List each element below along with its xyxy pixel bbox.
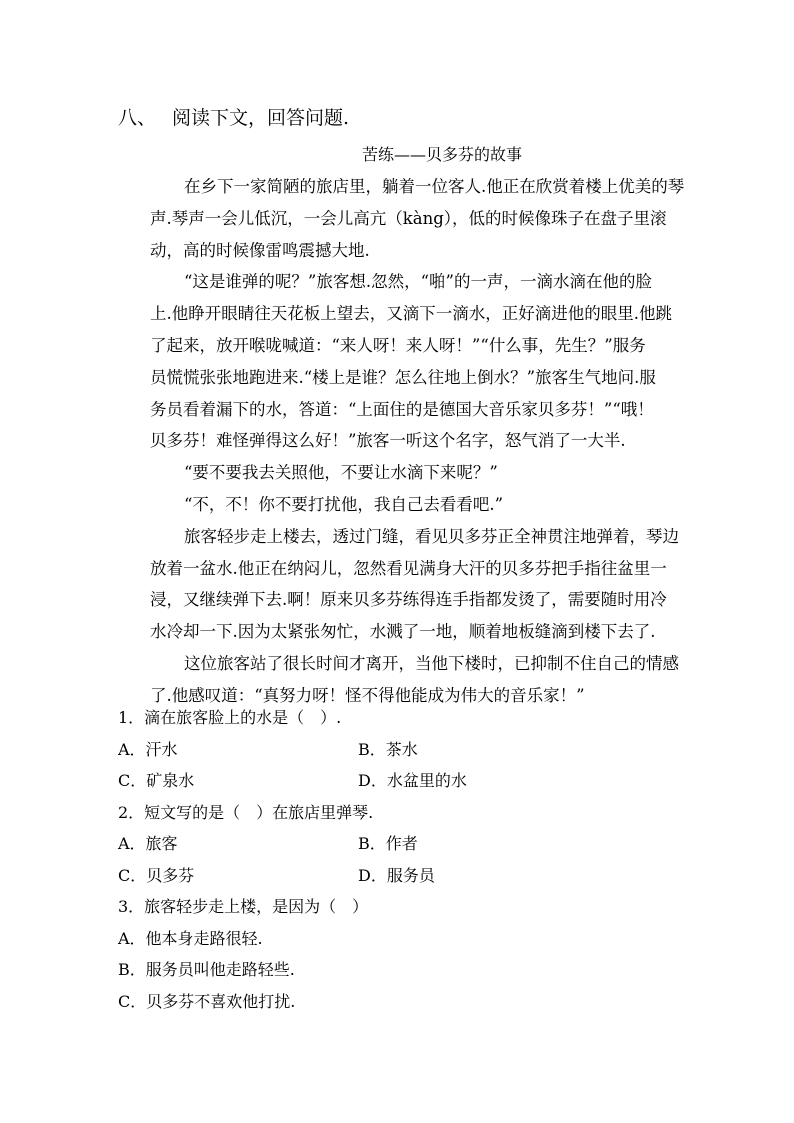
question-stem: 1．滴在旅客脸上的水是（ ）. xyxy=(118,708,342,727)
section-heading xyxy=(118,104,349,132)
passage-line: 务员看着漏下的水，答道：“上面住的是德国大音乐家贝多芬！”“哦！ xyxy=(150,399,654,419)
option-row xyxy=(118,828,718,860)
answer-option[interactable]: B．作者 xyxy=(358,834,418,853)
section-instruction: 阅读下文，回答问题. xyxy=(172,107,350,129)
answer-option[interactable]: D．水盆里的水 xyxy=(358,771,467,790)
question-list xyxy=(118,702,718,1017)
passage-line: “这是谁弹的呢？”旅客想.忽然，“啪”的一声，一滴水滴在他的脸 xyxy=(184,272,652,292)
answer-option[interactable]: B．茶水 xyxy=(358,739,418,759)
passage-line: 旅客轻步走上楼去，透过门缝，看见贝多芬正全神贯注地弹着，琴边 xyxy=(184,526,679,546)
passage-line: 动，高的时候像雷鸣震撼大地. xyxy=(150,240,370,260)
passage-line: “不，不！你不要打扰他，我自己去看看吧.” xyxy=(184,494,504,514)
passage-line: “要不要我去关照他，不要让水滴下来呢？” xyxy=(184,463,498,483)
answer-option[interactable]: C．贝多芬不喜欢他打扰. xyxy=(118,991,296,1011)
passage-line: 浸，又继续弹下去.啊！原来贝多芬练得连手指都发烫了，需要随时用冷 xyxy=(150,590,667,610)
section-number: 八、 xyxy=(118,107,157,129)
passage-line: 上.他睁开眼睛往天花板上望去，又滴下一滴水，正好滴进他的眼里.他跳 xyxy=(150,304,672,324)
reading-passage xyxy=(150,171,698,712)
answer-option[interactable]: A．他本身走路很轻. xyxy=(118,928,263,948)
answer-option[interactable]: A．旅客 xyxy=(118,834,178,853)
answer-option[interactable]: D．服务员 xyxy=(358,865,435,885)
answer-option[interactable]: B．服务员叫他走路轻些. xyxy=(118,960,295,979)
answer-option[interactable]: C．贝多芬 xyxy=(118,865,195,885)
passage-line: 在乡下一家简陋的旅店里，躺着一位客人.他正在欣赏着楼上优美的琴 xyxy=(184,177,685,196)
passage-line: 了起来，放开喉咙喊道：“来人呀！来人呀！”“什么事，先生？”服务 xyxy=(150,335,646,355)
question-stem: 3．旅客轻步走上楼，是因为（ ） xyxy=(118,897,369,916)
passage-line: 声.琴声一会儿低沉，一会儿高亢（kàng），低的时候像珠子在盘子里滚 xyxy=(150,208,667,228)
option-row xyxy=(118,765,718,797)
passage-line: 员慌慌张张地跑进来.“楼上是谁？怎么往地上倒水？”旅客生气地问.服 xyxy=(150,367,656,387)
option-row xyxy=(118,860,718,892)
passage-line: 水冷却一下.因为太紧张匆忙，水溅了一地，顺着地板缝滴到楼下去了. xyxy=(150,622,656,642)
answer-option[interactable]: A．汗水 xyxy=(118,739,178,759)
passage-line: 了.他感叹道：“真努力呀！怪不得他能成为伟大的音乐家！” xyxy=(150,685,585,705)
passage-line: 这位旅客站了很长时间才离开，当他下楼时，已抑制不住自己的情感 xyxy=(184,653,679,673)
option-row xyxy=(118,734,718,766)
answer-option[interactable]: C．矿泉水 xyxy=(118,771,195,790)
article-title: 苦练——贝多芬的故事 xyxy=(361,145,522,164)
passage-line: 贝多芬！难怪弹得这么好！”旅客一听这个名字，怒气消了一大半. xyxy=(150,431,626,451)
question-stem: 2．短文写的是（ ）在旅店里弹琴. xyxy=(118,802,374,822)
passage-line: 放着一盆水.他正在纳闷儿，忽然看见满身大汗的贝多芬把手指往盆里一 xyxy=(150,558,667,578)
